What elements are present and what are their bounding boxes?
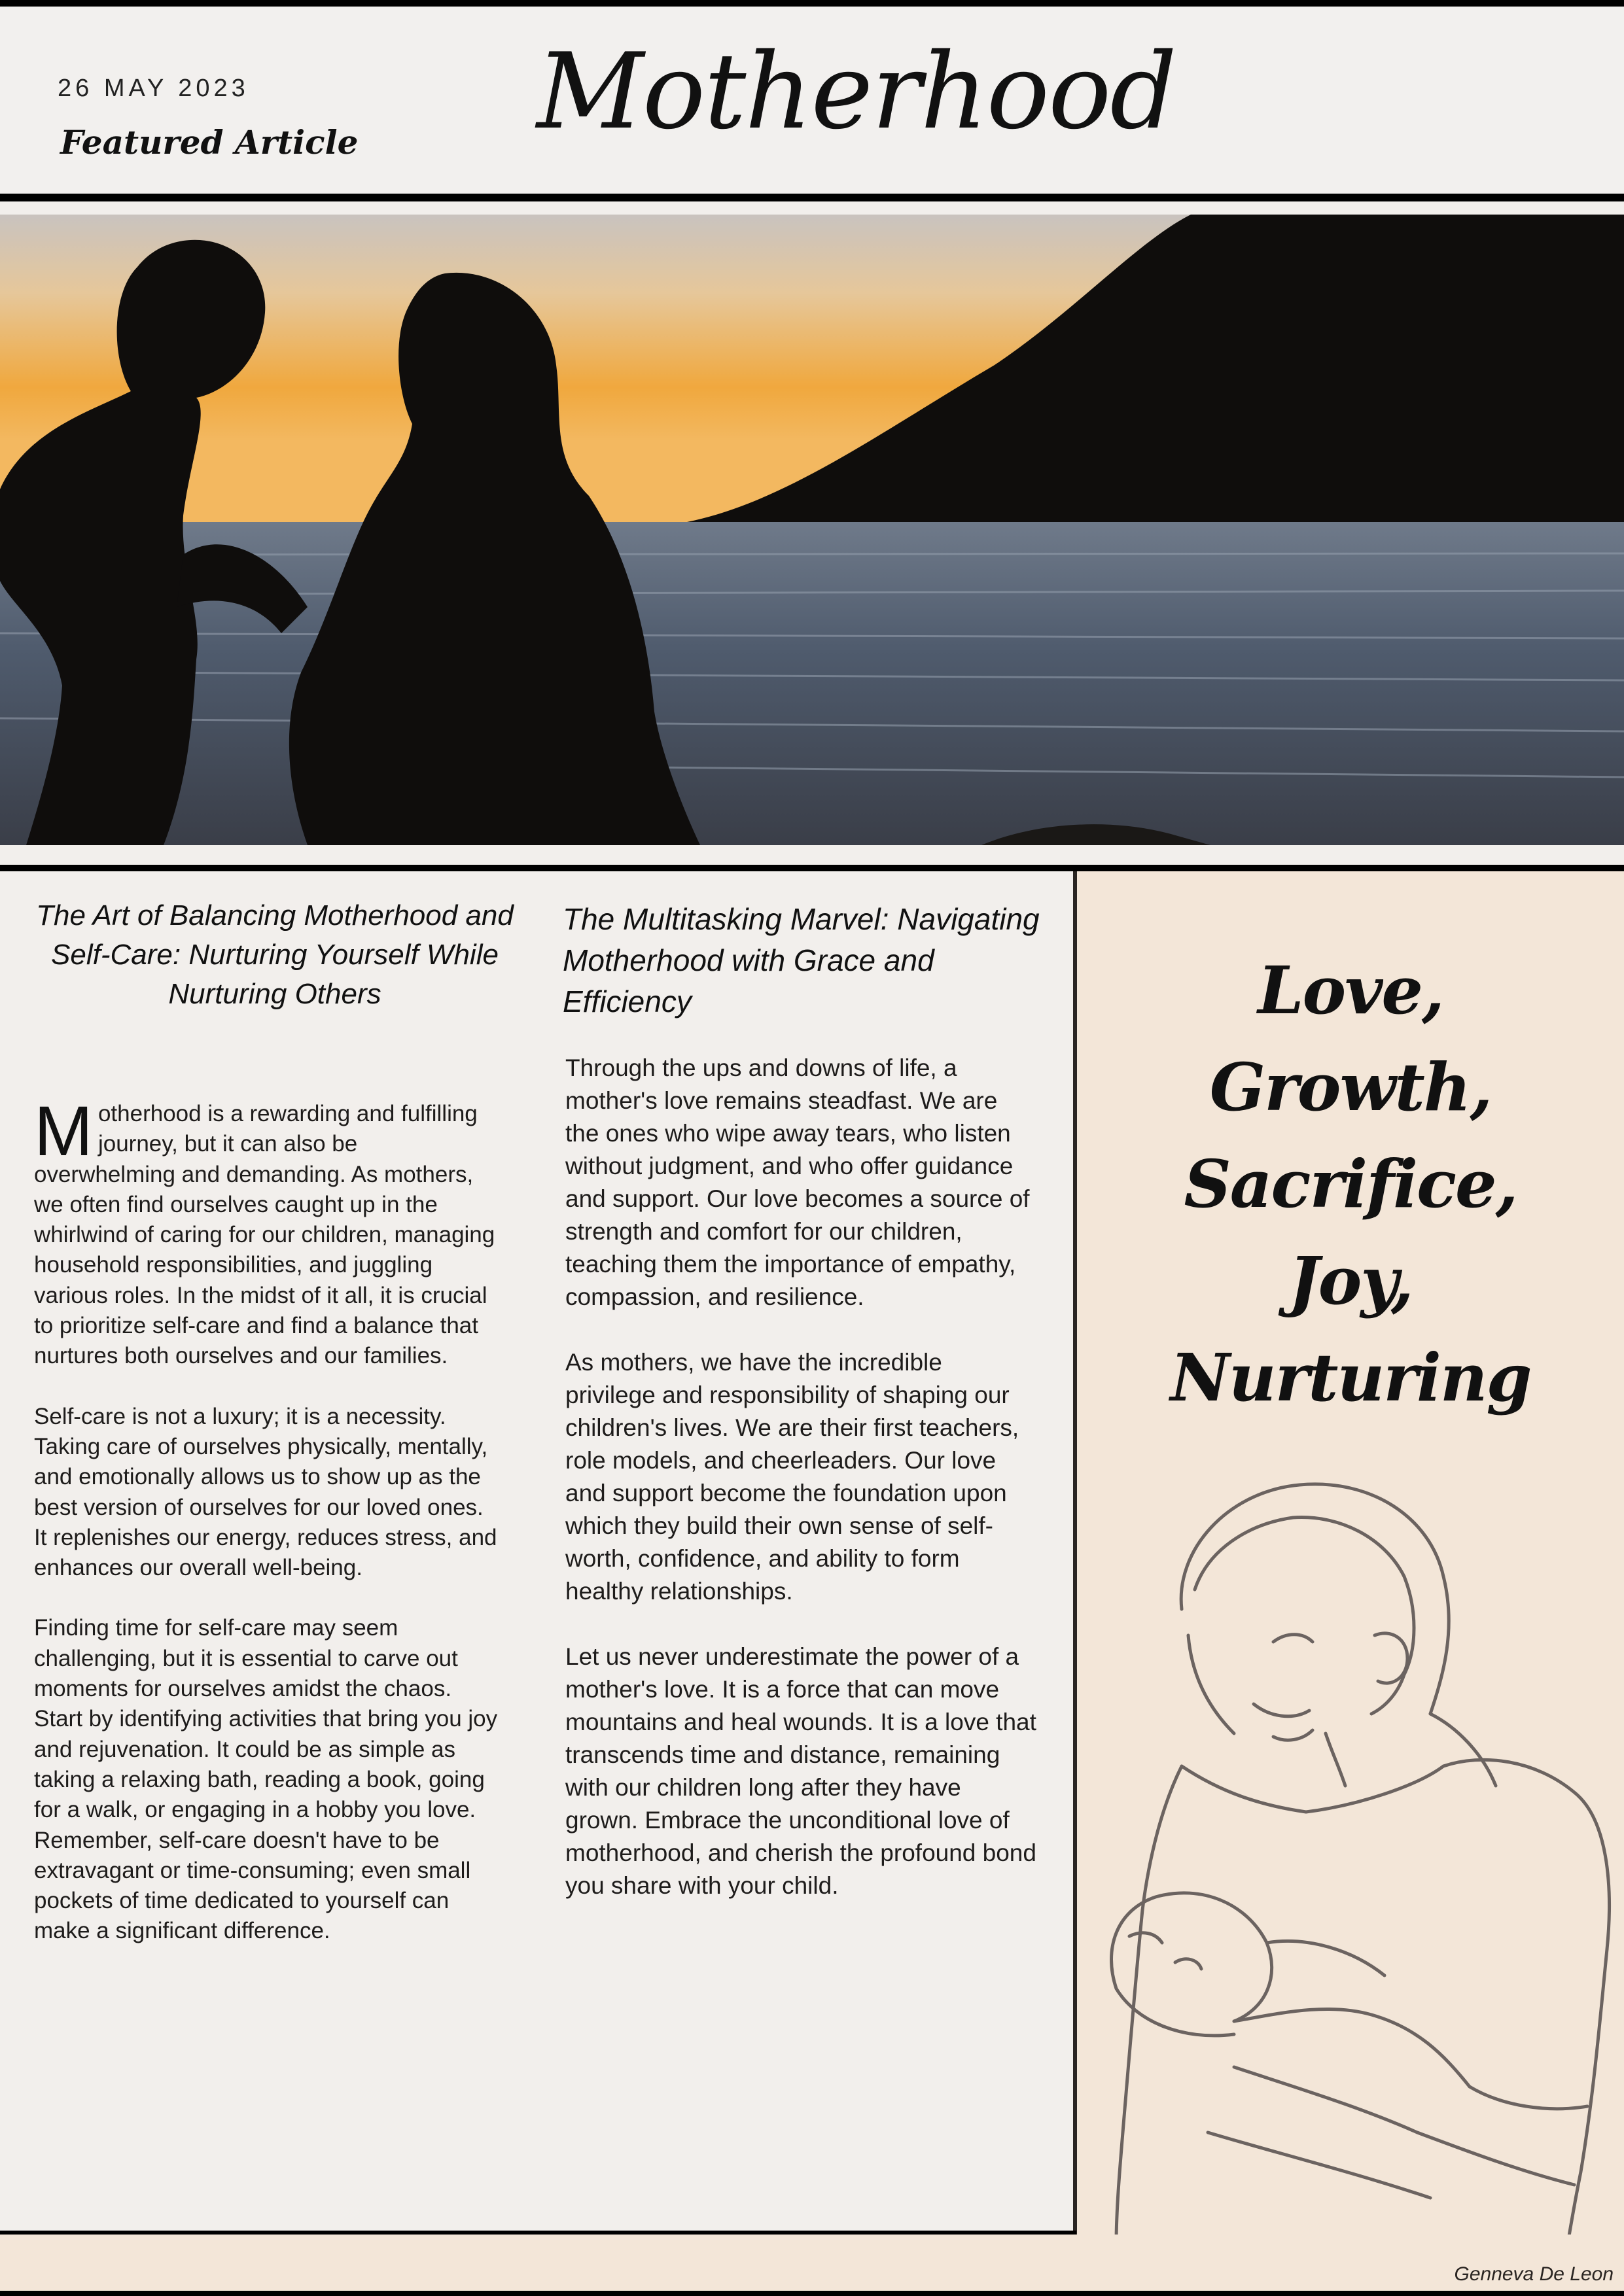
- middle-article-body: [565, 1052, 1036, 1902]
- top-border: [0, 0, 1624, 7]
- section-divider: [0, 865, 1624, 871]
- left-paragraph-2: Self-care is not a luxury; it is a necessity. Taking care of ourselves physically, mentally, and emotionally allows us to show up as the best version of ourselves for our loved ones. It replenishes our energy, reduces stress, and enhances our overall well-being.: [34, 1403, 497, 1581]
- middle-article-title: The Multitasking Marvel: Navigating Motherhood with Grace and Efficiency: [563, 902, 1040, 1018]
- header: [0, 7, 1624, 194]
- sidebar-word-nurturing: Nurturing: [1170, 1339, 1531, 1416]
- sidebar-word-list: [1077, 942, 1624, 1426]
- left-paragraph-1-text: otherhood is a rewarding and fulfilling journey, but it can also be overwhelming and demanding. As mothers, we often find ourselves caught up in the whirlwind of caring for our children, managing household responsibilities, and juggling various roles. In the midst of it all, it is crucial to prioritize self-care and find a balance that nurtures both ourselves and our families.: [34, 1101, 495, 1369]
- mother-nursing-baby-line-drawing-icon: [1077, 1478, 1624, 2244]
- artist-credit: Genneva De Leon: [1454, 2263, 1614, 2285]
- middle-paragraph-1: Through the ups and downs of life, a mother's love remains steadfast. We are the ones who wipe away tears, who listen without judgment, and who offer guidance and support. Our love becomes a source of strength and comfort for our children, teaching them the importance of empathy, compassion, and resilience.: [565, 1054, 1030, 1310]
- footer-band: [0, 2235, 1624, 2296]
- masthead-title: Motherhood: [537, 30, 1176, 152]
- sidebar-word-joy: Joy,: [1288, 1242, 1413, 1319]
- drop-cap: M: [34, 1091, 93, 1170]
- sidebar-word-love: Love,: [1258, 952, 1443, 1029]
- left-paragraph-3: Finding time for self-care may seem challenging, but it is essential to carve out moments for ourselves amidst the chaos. Start by identifying activities that bring you joy and rejuvenation. It could be as simple as taking a relaxing bath, reading a book, going for a walk, or engaging in a hobby you love. Remember, self-care doesn't have to be extravagant or time-consuming; even small pockets of time dedicated to yourself can make a significant difference.: [34, 1615, 498, 1944]
- middle-paragraph-2: As mothers, we have the incredible privilege and responsibility of shaping our children's lives. We are their first teachers, role models, and cheerleaders. Our love and support become the foundation upon which they build their own sense of self-worth, confidence, and ability to form healthy relationships.: [565, 1349, 1019, 1605]
- bottom-border: [0, 2291, 1624, 2296]
- left-article-body: [34, 1091, 499, 1947]
- left-paragraph-1: [34, 1091, 499, 1372]
- left-article-title: The Art of Balancing Motherhood and Self-Care: Nurturing Yourself While Nurturing Others: [36, 899, 514, 1010]
- header-divider: [0, 194, 1624, 201]
- sidebar-word-sacrifice: Sacrifice,: [1184, 1145, 1517, 1223]
- issue-date: 26 MAY 2023: [58, 75, 249, 102]
- sidebar-word-growth: Growth,: [1209, 1049, 1492, 1126]
- featured-article-label: Featured Article: [60, 123, 359, 162]
- mother-child-sunset-photo-icon: [0, 215, 1624, 845]
- hero-photo: [0, 215, 1624, 845]
- middle-paragraph-3: Let us never underestimate the power of a mother's love. It is a force that can move mountains and heal wounds. It is a love that transcends time and distance, remaining with our children long after they have grown. Embrace the unconditional love of motherhood, and cherish the profound bond you share with your child.: [565, 1643, 1036, 1899]
